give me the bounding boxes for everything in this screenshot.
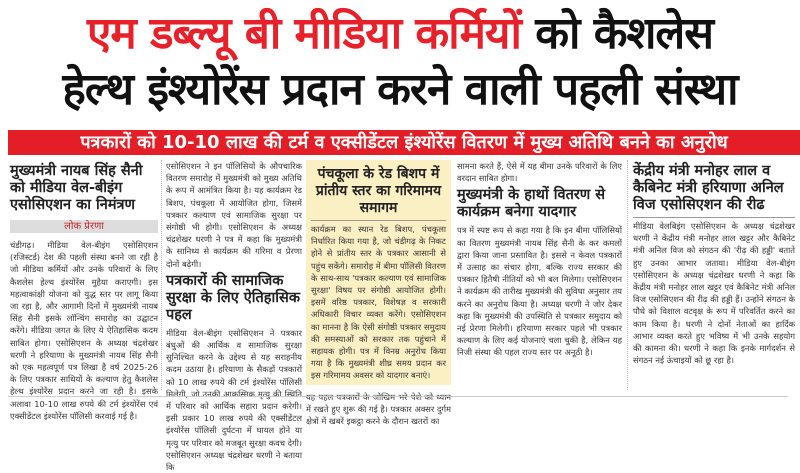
column-5 [633,160,795,366]
box-heading: पंचकूला के रेड बिशप में प्रांतीय स्तर का गरिमामय समागम [315,166,442,216]
headline-line-1 [0,8,800,60]
column-4-body-1: सामना करते हैं, ऐसे में यह बीमा उनके परिवारों के लिए वरदान साबित होगा। [457,161,622,184]
column-4-body-2: पत्र में स्पष्ट रूप से कहा गया है कि इन बीमा पॉलिसियों का वितरण मुख्यमंत्री नायब सिंह सैनी के कर कमलों द्वारा किया जाना प्रस्तावित है। इससे न केवल पत्रकारों में उत्साह का संचार होगा, बल्कि राज्य सरकार की पत्रकार हितैषी नीतियों को भी बल मिलेगा। एसोसिएशन ने कार्यक्रम की तारीख मुख्यमंत्री की सुविधा अनुसार तय करने का अनुरोध किया है। अध्यक्ष धरणी ने जोर देकर कहा कि मुख्यमंत्री की उपस्थिति से पत्रकार समुदाय को नई प्रेरणा मिलेगी। हरियाणा सरकार पहले भी पत्रकार कल्याण के लिए कई योजनाएं चला चुकी है, लेकिन यह निजी संस्था की पहल राज्य स्तर पर अनूठी है। [457,225,622,358]
column-3-body: यह पहल पत्रकारों के जोखिम भरे पेशे को ध्यान में रखते हुए शुरू की गई है। पत्रकार अक्सर दुर्गम क्षेत्रों में खबरें इकट्ठा करने के दौरान खतरों का [306,391,451,427]
bottom-edge [8,396,788,405]
box-body: कार्यक्रम का स्थान रेड बिशप, पंचकूला निर्धारित किया गया है, जो चंडीगढ़ के निकट होने से प्रांतीय स्तर के पत्रकार आसानी से पहुंच सकेंगे। समारोह में बीमा पॉलिसी वितरण के साथ-साथ 'पत्रकार कल्याण एवं सामाजिक सुरक्षा' विषय पर संगोष्ठी आयोजित होगी। इसमें वरिष्ठ पत्रकार, विशेषज्ञ व सरकारी अधिकारी विचार व्यक्त करेंगे। एसोसिएशन का मानना है कि ऐसी संगोष्ठी पत्रकार समुदाय की समस्याओं को सरकार तक पहुंचाने में सहायक होगी। पत्र में विनम्र अनुरोध किया गया है कि मुख्यमंत्री शीघ्र समय प्रदान कर इस गरिमामय अवसर को यादगार बनाएं। [311,224,446,381]
column-2-body-2: मीडिया वेल-बीइंग एसोसिएशन ने पत्रकार बंधुओं की आर्थिक व सामाजिक सुरक्षा सुनिश्चित करने के उद्देश्य से यह सराहनीय कदम उठाया है। हरियाणा के सैकड़ों पत्रकारों को 10 लाख रुपये की टर्म इंश्योरेंस पॉलिसी मिलेगी, जो उनकी आकस्मिक मृत्यु की स्थिति में परिवार को आर्थिक सहारा प्रदान करेगी। इसी प्रकार 10 लाख रुपये की एक्सीडेंटल इंश्योरेंस पॉलिसी दुर्घटना में घायल होने या मृत्यु पर परिवार को मजबूत सुरक्षा कवच देगी। एसोसिएशन अध्यक्ष चंद्रशेखर धरणी ने बताया कि [166,327,302,473]
column-2-subheading: पत्रकारों की सामाजिक सुरक्षा के लिए ऐतिहासिक पहल [166,272,300,323]
red-banner-subheadline: पत्रकारों को 10-10 लाख की टर्म व एक्सीडेंटल इंश्योरेंस वितरण में मुख्य अतिथि बनने का अनुरोध [8,130,800,155]
column-5-body: मीडिया वेलबिइंग एसोसिएशन के अध्यक्ष चंद्रशेखर धरणी ने केंद्रीय मंत्री मनोहर लाल खट्टर और कैबिनेट मंत्री अनिल विज को संगठन की 'रीढ़ की हड्डी' बताते हुए उनका आभार जताया। मीडिया वेल-बीइंग एसोसिएशन के अध्यक्ष चंद्रशेखर धरणी ने कहा कि केंद्रीय मंत्री मनोहर लाल खट्टर एवं कैबिनेट मंत्री अनिल विज एसोसिएशन की रीढ़ की हड्डी हैं। उन्होंने संगठन के पौधे को विशाल वटवृक्ष के रूप में परिवर्तित करने का काम किया है। धरणी ने दोनों नेताओं का हार्दिक आभार व्यक्त करते हुए भविष्य में भी उनके सहयोग की कामना की। धरणी ने कहा कि इनके मार्गदर्शन से संगठन नई ऊंचाइयों को छू रहा है। [633,221,795,366]
headline-black-part: को कैशलेस [535,8,713,59]
divider [311,220,446,221]
column-4-subheading: मुख्यमंत्री के हाथों वितरण से कार्यक्रम बनेगा यादगार [457,187,606,221]
column-3 [306,160,451,427]
column-2-body-1: एसोसिएशन ने इन पॉलिसियों के औपचारिक वितरण समारोह में मुख्यमंत्री को मुख्य अतिथि के रूप में आमंत्रित किया है। यह कार्यक्रम रेड बिशप, पंचकूला में आयोजित होगा, जिसमें पत्रकार कल्याण एवं सामाजिक सुरक्षा पर संगोष्ठी भी होगी। एसोसिएशन के अध्यक्ष चंद्रशेखर धरणी ने पत्र में कहा कि मुख्यमंत्री के सानिध्य से कार्यक्रम की गरिमा व प्रेरणा दोनों बढ़ेगी। [166,161,302,269]
column-1-body: चंडीगढ़। मीडिया वेल-बीइंग एसोसिएशन (रजिस्टर्ड) देश की पहली संस्था बनने जा रही है जो मीडिया कर्मियों और उनके परिवारों के लिए कैशलेस हेल्थ इंश्योरेंस मुहैया कराएगी। इस महत्वाकांक्षी योजना को युद्ध स्तर पर लागू किया जा रहा है, और आगामी दिनों में मुख्यमंत्री नायब सिंह सैनी इसके लॉन्चिंग समारोह का उद्घाटन करेंगे। मीडिया जगत के लिए ये ऐतिहासिक कदम साबित होगा। एसोसिएशन के अध्यक्ष चंद्रशेखर धरणी ने हरियाणा के मुख्यमंत्री नायब सिंह सैनी को एक महत्वपूर्ण पत्र लिखा है वर्ष 2025-26 के लिए पत्रकार साथियों के कल्याण हेतु कैशलेस हेल्थ इंश्योरेंस प्रदान करने जा रही है। इसके अलावा 10-10 लाख रुपये की टर्म इंश्योरेंस एवं एक्सीडेंटल इंश्योरेंस पॉलिसी करवाई गई है। [10,240,158,421]
headline-red-part: एम डब्ल्यू बी मीडिया कर्मियों [87,8,521,59]
column-4 [457,160,622,359]
column-divider [161,160,162,390]
column-2 [166,160,302,473]
byline: लोक प्रेरणा [10,220,158,233]
divider [633,217,795,218]
headline-line-2: हेल्थ इंश्योरेंस प्रदान करने वाली पहली संस्था [62,64,738,115]
column-1-heading: मुख्यमंत्री नायब सिंह सैनी को मीडिया वेल-बीइंग एसोसिएशन का निमंत्रण [10,163,143,213]
column-1 [10,160,158,422]
highlight-box [306,160,451,385]
column-divider [627,160,628,390]
column-5-heading: केंद्रीय मंत्री मनोहर लाल व कैबिनेट मंत्री हरियाणा अनिल विज एसोसिएशन की रीढ [633,163,784,213]
